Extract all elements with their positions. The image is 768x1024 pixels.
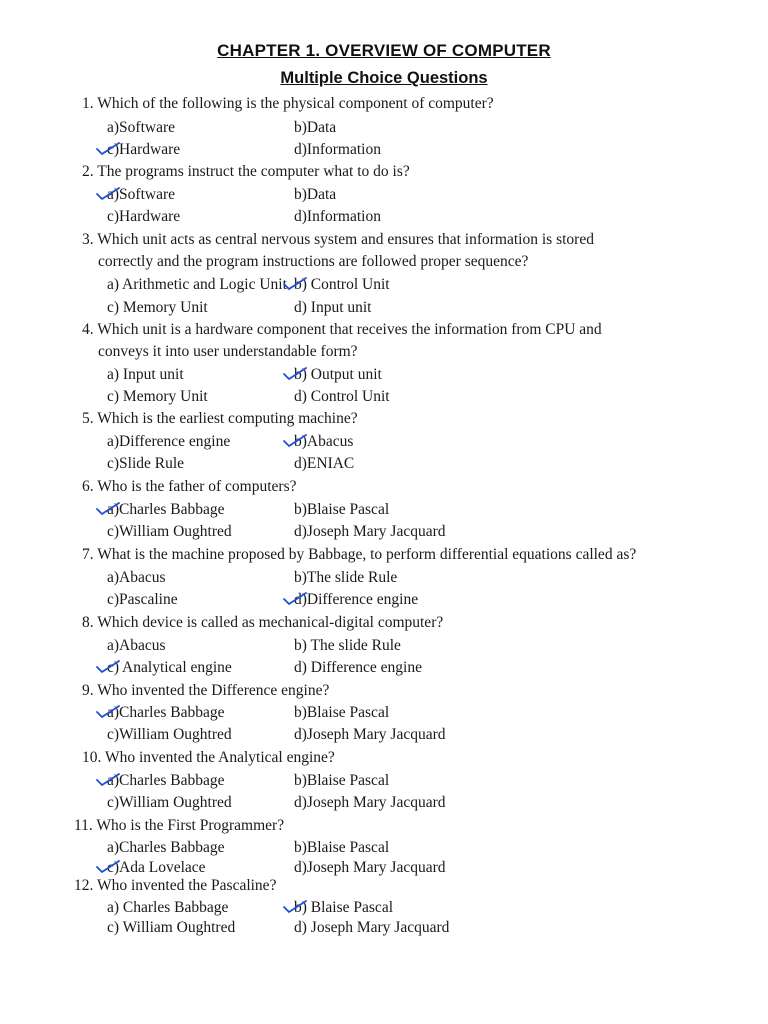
question-9-option-d: d)Joseph Mary Jacquard [294, 726, 446, 743]
question-12-option-a: a) Charles Babbage [107, 899, 229, 916]
question-7-option-a: a)Abacus [107, 569, 166, 586]
question-7: 7. What is the machine proposed by Babbage, to perform differential equations called as? [82, 546, 637, 563]
question-3-option-a: a) Arithmetic and Logic Unit [107, 276, 287, 293]
answer-check-mark-icon [282, 899, 308, 915]
question-9: 9. Who invented the Difference engine? [82, 682, 330, 699]
question-10: 10. Who invented the Analytical engine? [82, 749, 335, 766]
question-2-option-b: b)Data [294, 186, 337, 203]
question-8-option-c: c) Analytical engine [107, 659, 232, 676]
question-10-option-d: d)Joseph Mary Jacquard [294, 794, 446, 811]
question-7-option-d: d)Difference engine [294, 591, 419, 608]
question-2-option-d: d)Information [294, 208, 381, 225]
question-5: 5. Which is the earliest computing machine? [82, 410, 358, 427]
question-12: 12. Who invented the Pascaline? [74, 877, 277, 894]
question-5-option-a: a)Difference engine [107, 433, 231, 450]
question-8-option-d: d) Difference engine [294, 659, 422, 676]
question-4-line-1: 4. Which unit is a hardware component that receives the information from CPU and [82, 321, 602, 338]
question-1-option-d: d)Information [294, 141, 381, 158]
question-8-option-b: b) The slide Rule [294, 637, 401, 654]
answer-check-mark-icon [282, 591, 308, 607]
question-5-option-b: b)Abacus [294, 433, 354, 450]
question-9-option-b: b)Blaise Pascal [294, 704, 390, 721]
question-6-option-b: b)Blaise Pascal [294, 501, 390, 518]
question-4-option-c: c) Memory Unit [107, 388, 208, 405]
question-11: 11. Who is the First Programmer? [74, 817, 285, 834]
question-11-option-a: a)Charles Babbage [107, 839, 225, 856]
question-10-option-a: a)Charles Babbage [107, 772, 225, 789]
question-11-option-d: d)Joseph Mary Jacquard [294, 859, 446, 876]
question-4-line-2: conveys it into user understandable form? [98, 343, 358, 360]
question-9-option-a: a)Charles Babbage [107, 704, 225, 721]
question-1-option-c: c)Hardware [107, 141, 181, 158]
question-4-option-d: d) Control Unit [294, 388, 390, 405]
answer-check-mark-icon [282, 276, 308, 292]
answer-check-mark-icon [95, 772, 121, 788]
question-8: 8. Which device is called as mechanical-digital computer? [82, 614, 444, 631]
question-12-option-c: c) William Oughtred [107, 919, 236, 936]
question-3-line-2: correctly and the program instructions are followed proper sequence? [98, 253, 529, 270]
question-2: 2. The programs instruct the computer what to do is? [82, 163, 410, 180]
answer-check-mark-icon [95, 704, 121, 720]
question-2-option-c: c)Hardware [107, 208, 181, 225]
section-title: Multiple Choice Questions [280, 69, 488, 87]
question-4-option-a: a) Input unit [107, 366, 184, 383]
question-1-option-b: b)Data [294, 119, 337, 136]
answer-check-mark-icon [95, 859, 121, 875]
answer-check-mark-icon [95, 501, 121, 517]
question-10-option-c: c)William Oughtred [107, 794, 232, 811]
question-10-option-b: b)Blaise Pascal [294, 772, 390, 789]
question-5-option-c: c)Slide Rule [107, 455, 185, 472]
question-6-option-c: c)William Oughtred [107, 523, 232, 540]
question-3-line-1: 3. Which unit acts as central nervous system and ensures that information is stored [82, 231, 594, 248]
question-3-option-d: d) Input unit [294, 299, 372, 316]
answer-check-mark-icon [95, 186, 121, 202]
question-6-option-d: d)Joseph Mary Jacquard [294, 523, 446, 540]
question-2-option-a: a)Software [107, 186, 175, 203]
answer-check-mark-icon [282, 433, 308, 449]
question-6: 6. Who is the father of computers? [82, 478, 297, 495]
question-3-option-b: b) Control Unit [294, 276, 390, 293]
question-9-option-c: c)William Oughtred [107, 726, 232, 743]
question-1-option-a: a)Software [107, 119, 175, 136]
question-1: 1. Which of the following is the physical component of computer? [82, 95, 494, 112]
question-11-option-c: c)Ada Lovelace [107, 859, 206, 876]
answer-check-mark-icon [282, 366, 308, 382]
question-7-option-c: c)Pascaline [107, 591, 178, 608]
question-3-option-c: c) Memory Unit [107, 299, 208, 316]
answer-check-mark-icon [95, 659, 121, 675]
question-6-option-a: a)Charles Babbage [107, 501, 225, 518]
question-4-option-b: b) Output unit [294, 366, 382, 383]
answer-check-mark-icon [95, 141, 121, 157]
question-8-option-a: a)Abacus [107, 637, 166, 654]
question-12-option-b: b) Blaise Pascal [294, 899, 394, 916]
question-7-option-b: b)The slide Rule [294, 569, 398, 586]
chapter-title: CHAPTER 1. OVERVIEW OF COMPUTER [217, 41, 551, 60]
question-11-option-b: b)Blaise Pascal [294, 839, 390, 856]
question-5-option-d: d)ENIAC [294, 455, 355, 472]
question-12-option-d: d) Joseph Mary Jacquard [294, 919, 450, 936]
